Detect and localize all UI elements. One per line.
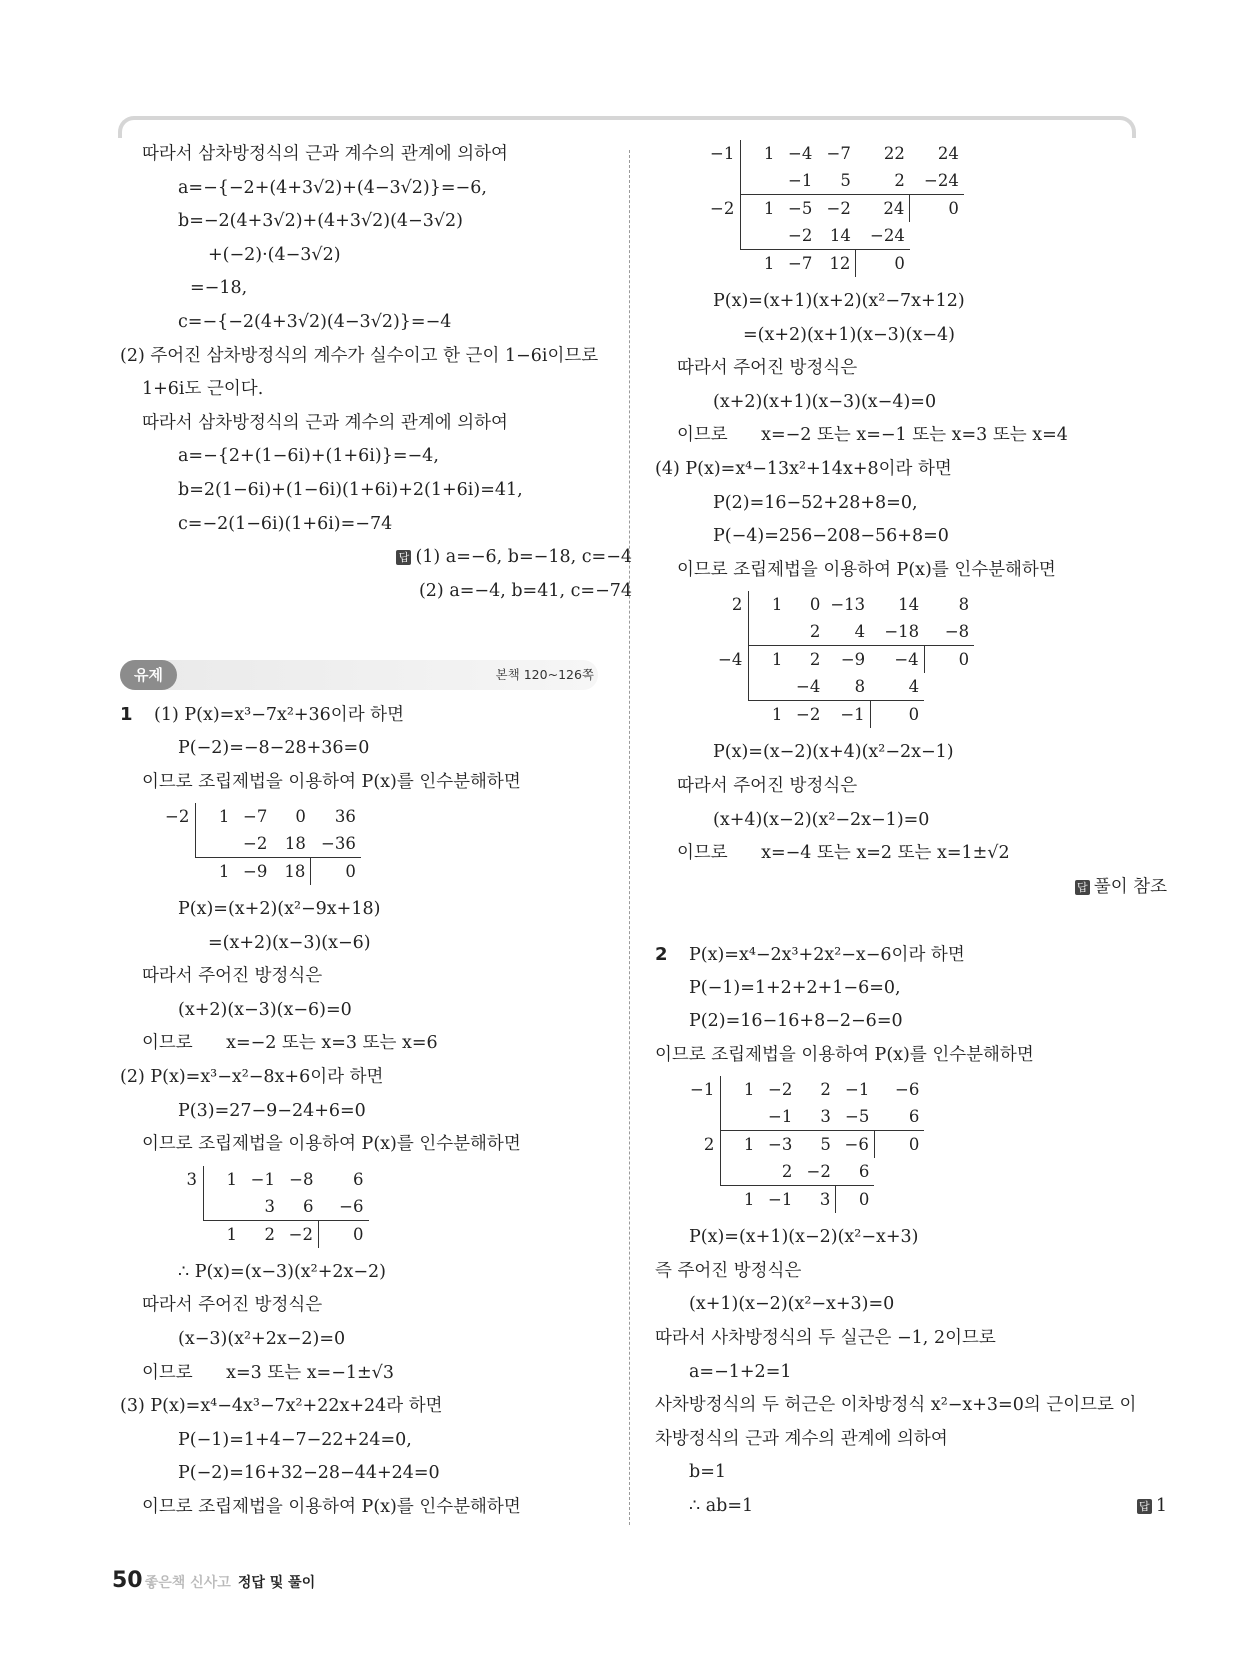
cell: −7 [826, 144, 851, 163]
equation-line: ∴ P(x)=(x−3)(x²+2x−2) [178, 1261, 386, 1282]
cell: −24 [910, 167, 964, 195]
cell: 6 [280, 1193, 319, 1221]
subproblem-line: (3) P(x)=x⁴−4x³−7x²+22x+24라 하면 [120, 1396, 443, 1417]
divisor: −1 [710, 144, 735, 163]
cell [204, 1193, 243, 1221]
cell [749, 618, 788, 646]
equation-line: (x+2)(x+1)(x−3)(x−4)=0 [713, 391, 937, 412]
cell: 6 [353, 1169, 364, 1189]
cell: 4 [825, 618, 870, 646]
divisor: 2 [703, 1135, 715, 1155]
equation-line: b=2(1−6i)+(1−6i)(1+6i)+2(1+6i)=41, [178, 479, 523, 500]
synthetic-division-4 [655, 591, 1175, 728]
equation-line: =(x+2)(x−3)(x−6) [208, 932, 371, 953]
cell: 24 [937, 144, 959, 163]
remainder-cell: 0 [910, 195, 964, 223]
cell: −24 [856, 222, 910, 250]
cell: 1 [743, 1190, 755, 1210]
divisor: 2 [731, 595, 743, 615]
cell: 1 [204, 1166, 243, 1193]
cell: 14 [898, 595, 920, 615]
cell: −2 [768, 1080, 793, 1100]
text-line: 이므로 x=−2 또는 x=−1 또는 x=3 또는 x=4 [677, 425, 1068, 446]
yuje-label: 유제 [120, 660, 177, 690]
footer-title: 정답 및 풀이 [237, 1575, 316, 1591]
cell: −2 [796, 705, 821, 725]
equation-line: P(−1)=1+2+2+1−6=0, [689, 977, 901, 998]
text-line: 따라서 주어진 방정식은 [677, 358, 858, 379]
cell: −7 [788, 254, 813, 273]
subproblem-line: (4) P(x)=x⁴−13x²+14x+8이라 하면 [655, 458, 952, 479]
divisor: −2 [165, 807, 190, 827]
cell: −2 [234, 830, 272, 858]
text-line: 차방정식의 근과 계수의 관계에 의하여 [655, 1428, 948, 1449]
divisor: −1 [690, 1080, 715, 1100]
cell: −1 [250, 1169, 275, 1189]
cell [721, 1158, 760, 1186]
equation-line: =−18, [190, 278, 248, 299]
cell: 2 [856, 167, 910, 195]
text-line: 이므로 x=−2 또는 x=3 또는 x=6 [142, 1033, 438, 1054]
remainder-cell: 0 [319, 1220, 369, 1248]
cell: −2 [826, 199, 851, 218]
cell: −7 [243, 807, 268, 827]
cell: 5 [817, 167, 856, 195]
cell: 2 [787, 618, 825, 646]
answer-text: 1 [1155, 1496, 1167, 1517]
equation-line: (x+1)(x−2)(x²−x+3)=0 [689, 1294, 895, 1315]
cell: 1 [226, 1224, 237, 1244]
cell: 3 [242, 1193, 280, 1221]
cell: −3 [768, 1135, 793, 1155]
text-line: (1) P(x)=x³−7x²+36이라 하면 [154, 705, 404, 726]
answer-line [120, 541, 640, 575]
cell: 6 [874, 1103, 924, 1131]
cell: 0 [809, 595, 821, 615]
text-line: 따라서 삼차방정식의 근과 계수의 관계에 의하여 [142, 144, 508, 164]
page-footer [112, 1568, 315, 1598]
answer-text: (1) a=−6, b=−18, c=−4 [415, 547, 632, 568]
cell [196, 830, 235, 858]
cell [721, 1103, 760, 1131]
problem-1-line [120, 698, 640, 732]
equation-line: P(−2)=−8−28+36=0 [178, 737, 370, 758]
cell: 12 [829, 254, 851, 273]
text-line: 이므로 조립제법을 이용하여 P(x)를 인수분해하면 [142, 771, 521, 792]
cell: 18 [284, 862, 306, 882]
text-line: 따라서 삼차방정식의 근과 계수의 관계에 의하여 [142, 412, 508, 433]
cell: 1 [741, 140, 780, 167]
text-line: 이므로 x=−4 또는 x=2 또는 x=1±√2 [677, 843, 1010, 864]
remainder-cell: 0 [870, 701, 924, 729]
cell: 8 [825, 673, 870, 701]
equation-line: P(−4)=256−208−56+8=0 [713, 526, 949, 547]
equation-line: c=−2(1−6i)(1+6i)=−74 [178, 513, 393, 534]
cell: −1 [779, 167, 817, 195]
yuje-reference: 본책 120~126쪽 [495, 667, 594, 683]
cell: −6 [844, 1135, 869, 1155]
divisor: −4 [718, 650, 743, 670]
equation-line: b=−2(4+3√2)+(4+3√2)(4−3√2) [178, 211, 463, 232]
cell: −1 [845, 1080, 870, 1100]
cell: 18 [272, 830, 311, 858]
text-line: 따라서 주어진 방정식은 [142, 966, 323, 987]
equation-line: (x−3)(x²+2x−2)=0 [178, 1329, 346, 1350]
equation-text: ∴ ab=1 [689, 1496, 754, 1517]
remainder-cell: 0 [924, 646, 974, 674]
synthetic-division-5 [655, 1076, 1175, 1213]
synthetic-division-2 [120, 1166, 640, 1248]
cell: −4 [788, 144, 813, 163]
equation-line: +(−2)·(4−3√2) [208, 244, 341, 265]
equation-line: b=1 [689, 1462, 726, 1483]
yuje-header [120, 660, 598, 690]
final-answer [1137, 1490, 1167, 1524]
cell: 1 [196, 803, 235, 830]
text-line: 즉 주어진 방정식은 [655, 1260, 802, 1281]
text-line: 이므로 조립제법을 이용하여 P(x)를 인수분해하면 [142, 1497, 521, 1517]
cell: 1 [741, 195, 780, 223]
text-line: 이므로 x=3 또는 x=−1±√3 [142, 1362, 394, 1383]
equation-line: P(−1)=1+4−7−22+24=0, [178, 1429, 412, 1450]
cell: 1 [749, 591, 788, 618]
cell: −1 [768, 1190, 793, 1210]
answer-line [655, 871, 1175, 905]
cell: −6 [319, 1193, 369, 1221]
text-line: 사차방정식의 두 허근은 이차방정식 x²−x+3=0의 근이므로 이 [655, 1395, 1137, 1416]
equation-line: a=−{−2+(4+3√2)+(4−3√2)}=−6, [178, 177, 487, 198]
text-line: 1+6i도 근이다. [142, 379, 264, 400]
text-line: 따라서 주어진 방정식은 [677, 775, 858, 796]
page-number: 50 [112, 1568, 143, 1593]
cell: 6 [836, 1158, 875, 1186]
answer-icon: 답 [1075, 880, 1090, 895]
cell: 1 [749, 646, 788, 674]
cell: −18 [870, 618, 924, 646]
answer-text: 풀이 참조 [1093, 876, 1167, 897]
text-line: 따라서 주어진 방정식은 [142, 1295, 323, 1316]
cell: 8 [958, 595, 970, 615]
subproblem-line: (2) 주어진 삼차방정식의 계수가 실수이고 한 근이 1−6i이므로 [120, 345, 599, 366]
cell: 36 [334, 807, 356, 827]
answer-line: (2) a=−4, b=41, c=−74 [418, 580, 632, 601]
problem-number: 1 [120, 704, 133, 726]
spacer [655, 904, 1175, 938]
final-line [655, 1490, 1175, 1524]
cell: 24 [883, 199, 905, 218]
text-line: P(x)=x⁴−2x³+2x²−x−6이라 하면 [689, 944, 965, 965]
equation-line: P(x)=(x+1)(x+2)(x²−7x+12) [713, 291, 965, 311]
answer-icon: 답 [396, 550, 411, 565]
cell: −9 [243, 862, 268, 882]
cell: 4 [870, 673, 924, 701]
text-line: 따라서 사차방정식의 두 실근은 −1, 2이므로 [655, 1328, 996, 1349]
cell: −8 [289, 1169, 314, 1189]
equation-line: a=−{2+(1−6i)+(1+6i)}=−4, [178, 446, 439, 467]
cell [749, 673, 788, 701]
equation-line: P(2)=16−16+8−2−6=0 [689, 1011, 903, 1032]
equation-line: P(3)=27−9−24+6=0 [178, 1100, 366, 1121]
cell: −1 [759, 1103, 797, 1131]
cell: −2 [797, 1158, 836, 1186]
cell: −36 [311, 830, 361, 858]
cell: 2 [820, 1080, 831, 1100]
text-line: 이므로 조립제법을 이용하여 P(x)를 인수분해하면 [655, 1044, 1034, 1065]
left-column [120, 138, 640, 1525]
subproblem-line: (2) P(x)=x³−x²−8x+6이라 하면 [120, 1067, 384, 1088]
cell: 2 [264, 1224, 275, 1244]
remainder-cell: 0 [836, 1186, 875, 1214]
cell: −5 [788, 199, 813, 218]
remainder-cell: 0 [856, 250, 910, 278]
cell: 1 [218, 862, 230, 882]
cell: −5 [836, 1103, 875, 1131]
cell: −9 [840, 650, 866, 670]
equation-line: (x+2)(x−3)(x−6)=0 [178, 999, 352, 1020]
brand-logo: 좋은책 신사고 [144, 1575, 231, 1591]
cell: 0 [295, 807, 306, 827]
cell: 2 [809, 650, 821, 670]
answer-icon: 답 [1137, 1499, 1152, 1514]
cell: 1 [721, 1131, 760, 1159]
text-line: 이므로 조립제법을 이용하여 P(x)를 인수분해하면 [142, 1134, 521, 1155]
cell [741, 222, 780, 250]
remainder-cell: 0 [874, 1131, 924, 1159]
equation-line: c=−{−2(4+3√2)(4−3√2)}=−4 [178, 311, 452, 332]
problem-number: 2 [655, 943, 668, 965]
cell: −2 [288, 1224, 313, 1244]
page-top-border [118, 116, 1136, 138]
problem-2-line [655, 938, 1175, 972]
equation-line: P(2)=16−52+28+8=0, [713, 492, 918, 513]
right-column [655, 140, 1175, 1524]
equation-line: P(x)=(x+2)(x²−9x+18) [178, 899, 381, 920]
cell: −2 [779, 222, 817, 250]
equation-line: a=−1+2=1 [689, 1361, 792, 1382]
cell: −13 [830, 595, 866, 615]
divisor: −2 [710, 198, 735, 218]
cell [741, 167, 780, 195]
cell: 5 [820, 1135, 831, 1155]
cell: 1 [771, 705, 783, 725]
equation-line: P(−2)=16+32−28−44+24=0 [178, 1463, 440, 1484]
cell: −1 [840, 705, 865, 725]
synthetic-division-1 [120, 803, 640, 885]
cell: 1 [721, 1076, 760, 1103]
equation-line: P(x)=(x+1)(x−2)(x²−x+3) [689, 1227, 919, 1248]
cell: −4 [787, 673, 825, 701]
cell: 2 [759, 1158, 797, 1186]
cell: 22 [883, 144, 905, 163]
divisor: 3 [186, 1169, 197, 1189]
cell: −6 [895, 1080, 920, 1100]
cell: −8 [924, 618, 974, 646]
equation-line: (x+4)(x−2)(x²−2x−1)=0 [713, 809, 930, 830]
cell: −4 [894, 650, 919, 670]
text-line: 이므로 조립제법을 이용하여 P(x)를 인수분해하면 [677, 559, 1056, 580]
remainder-cell: 0 [311, 858, 361, 886]
equation-line: P(x)=(x−2)(x+4)(x²−2x−1) [713, 742, 954, 763]
cell: 14 [817, 222, 856, 250]
cell: 3 [819, 1190, 831, 1210]
synthetic-division-3 [655, 140, 1175, 277]
cell: 3 [797, 1103, 836, 1131]
cell: 1 [763, 254, 775, 273]
equation-line: =(x+2)(x+1)(x−3)(x−4) [743, 324, 955, 345]
